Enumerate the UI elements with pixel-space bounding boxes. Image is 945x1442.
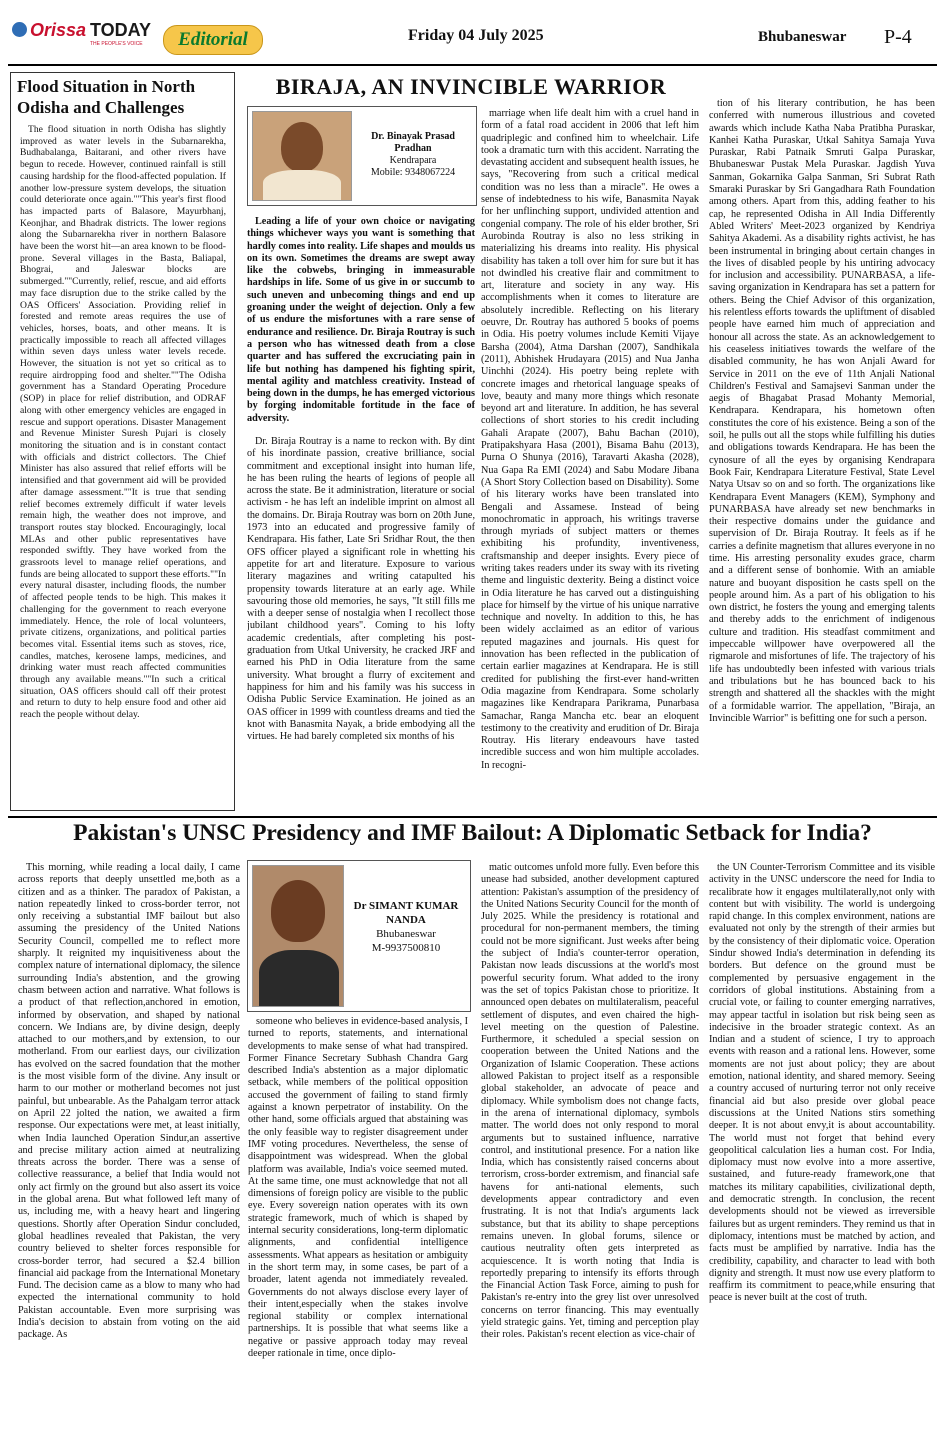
header-rule [8, 64, 937, 66]
masthead [12, 18, 162, 58]
biraja-author-box [247, 106, 477, 206]
biraja-col-3-text: tion of his literary contribution, he has been conferred with numerous illustrious and coveted awards which include Katha Naba Pratibha Puraskar, Kanhei Katha Puraskar, Utkal Sahitya Samaja Yuva Puraskar, Rabi Patnaik Smruti Galpa Puraskar, Bhubaneswar Pustak Mela Puraskar. Jagdish Yuva Sanman, Gokarnika Galpa Sanman, Sri Subrat Rath Smaraki Puraskar by Sri Gangadhara Rath Foundation among others. Apart from this, adding feather to his cap, he represented Odisha in All India Differently Abled Writers' Meet-2023 organized by Kendriya Sahitya Akademi. As a disability rights activist, he has been instrumental in bringing about certain changes in the lives of disabled people by his untiring advocacy for inclusion and accessibility. PUNARBASA, a life-saving organization in Kendrapara has set a pattern for others. Being the Chief Advisor of this organization, his relentless efforts towards the upliftment of disabled people have earned him much of appreciation and honour all across the state. As an acknowledgement to his ceaseless initiatives towards the welfare of the disabled community, he has won Anjali Award for Service in 2011 on the eve of 11th Anjali National Children's Festival and Samajsevi Sanman under the aegis of Bhagabat Prasad Mohanty Memorial, Kendrapara. Kendrapara, his hometown often constitutes the core of his existence. Being a son of the soil, he pulls out all the stops while fulfilling his duties and obligations towards Kendrapara. He has been the cynosure of all the eyes by organising Kendrapara Book Fair, Kendrapara Literature Festival, State Level Natya Utsav so on and so forth. The organizations like Kendrapara Event Managers (KEM), Symphony and PUNARBASA have already set new benchmarks in their respective domains under the guidance and supervision of Dr. Biraja Routray. It feels as if he carries a definite magnetism that allures everyone in no time. His arresting personality exudes grace, charm and a different sense of bonhomie. With an amiable nature and buoyant disposition he casts spell on the people around him. As a part of his obligation to his own district, he fosters the young and emerging talents and thereby adds to the enrichment of indigenous culture and tradition. His steadfast commitment and impeccable willpower have overpowered all the rigmarole and misfortunes of life. The trajectory of his life has undoubtedly been infested with various trials and tribulations but he has bounced back to his strength and shattered all the shackles with the might of a formidable warrior. The appellation, "Biraja, an Invincible Warrior" is befitting one for such a person. [709, 98, 935, 724]
biraja-col-1-text: Dr. Biraja Routray is a name to reckon with. By dint of his inordinate passion, creative brilliance, social commitment and exceptional insight into human life, he has been ruling the hearts of legions of people all across the state. Be it administration, literature or social activism - he has left an indelible imprint on almost all the domains. Dr. Biraja Routray was born on 20th June, 1973 into an educated and progressive family of Kendrapara. His father, Late Sri Sridhar Rout, the then OFS officer played a significant role in whetting his appetite for art and literature. Exposure to various literary magazines and writing catapulted his propensity towards literature at an early age. While savouring those old memories, he says, "It still fills me with a deeper sense of nostalgia when I recollect those jubilant childhood years". Coming to his lofty academic credentials, after completing his post-graduation from Utkal University, he cracked JRF and earned his PhD in Odia literature from the same university. What brought a flurry of excitement and happiness for him and his family was his success in Odisha Public Service Examination. He joined as an OAS officer in 1999 with countless dreams and tied the knot with Banasmita Nayak, a bride embodying all the virtues. He had barely completed six months of his [247, 436, 475, 743]
author-mobile: M-9937500810 [371, 942, 441, 954]
pakistan-col-1-text: This morning, while reading a local daily, I came across reports that deeply unsettled me,both as a citizen and as a thinker. The paradox of Pakistan, a nation repeatedly linked to cross-border terror, not only receiving a substantial IMF bailout but also assuming the presidency of the United Nations Security Council, compelled me to reflect more sharply. It reignited my inquisitiveness about the complex nature of international diplomacy, the silence surrounding India's abstention, and the growing chasm between action and narrative. What follows is a product of that reflection,anchored in emotion, informed by observation, and shaped by national concern. We Indians are, by divine design, deeply attached to our mothers,and by extension, to our motherland. From our earliest days, our civilization has evolved on the sacred foundation that the mother is the most visible form of the divine. Any insult or harm to our mother or motherland becomes not just painful, but unbearable. As the Pahalgam terror attack on April 22 jolted the nation, we awaited a firm response. Our expectations were met, at least initially, when India launched Operation Sindur,an assertive and precise military action aimed at neutralizing threats across the border. There was a sense of collective reassurance, a belief that India would not only act firmly on the ground but also assert its voice in the global arena. But what followed left many of us, including me, with a heavy heart and lingering questions. Shortly after Operation Sindur concluded, global headlines revealed that Pakistan, the very country believed to shelter forces responsible for cross-border terror, had secured a $2.4 billion financial aid package from the International Monetary Fund. The decision came as a blow to many who had expected the international community to hold Pakistan accountable. Even more surprising was India's decision to abstain from voting on the aid package. As [18, 862, 240, 1341]
flood-paragraph: The flood situation in north Odisha has slightly improved as water levels in the Subarnarekha, Budhabalanga, Baitarani, and other rivers have begun to recede. However, continued rainfall is still causing hardship for the flood-affected population. If another low-pressure system develops, the situation could deteriorate once again.""This year's first flood has impacted parts of Balasore, Mayurbhanj, Keonjhar, and Bhadrak districts. The lower regions along the Subarnarekha river in northern Balasore have been the worst hit—an area known to be flood-prone. Several villages in the Basta, Baliapal, Bhograi, and Jaleswar blocks are submerged.""Currently, relief, rescue, and aid efforts may face disruption due to the strike called by the OAS Officers' Association. Providing relief in forested and remote areas requires the use of vehicles, horses, boats, and other means. It is practically impossible to reach all affected villages within seven days unless water levels recede. However, the situation is not yet so critical as to require airdropping food and shelter.""The Odisha government has a Standard Operating Procedure (SOP) in place for relief distribution, and ODRAF along with other emergency vehicles are engaged in rescue and support operations. Disaster Management and Revenue Minister Suresh Pujari is closely monitoring the situation and is in constant contact with officials and district collectors. The Chief Minister has also assured that relief efforts will be intensified and that government aid will be provided after damage assessment.""It is true that sending relief becomes extremely difficult if water levels remain high, the weather does not improve, and transport routes stay blocked. Encouragingly, local MLAs and other public representatives have responded swiftly. They have worked from the grassroots level to manage relief operations, and funds are being allocated to support these efforts.""In every natural disaster, including floods, the number of affected people tends to be high. This makes it challenging for the government to reach everyone immediately. Hence, the role of local volunteers, private citizens, organizations, and political parties becomes vital. Essential items such as stoves, rice, candles, matches, kerosene lamps, medicines, and drinking water must reach affected communities through any available means.""In such a critical situation, OAS officers should call off their protest and return to duty to help ensure food and other aid reach the people without delay. [20, 124, 226, 721]
pakistan-title: Pakistan's UNSC Presidency and IMF Bailout: A Diplomatic Setback for India? [73, 820, 872, 846]
globe-icon [12, 22, 27, 37]
logo-tagline: THE PEOPLE'S VOICE [90, 41, 143, 47]
page-number: P-4 [884, 26, 912, 48]
pakistan-col-1 [18, 862, 240, 1420]
section-divider [8, 816, 937, 818]
author-photo [252, 111, 352, 201]
author-city: Bhubaneswar [376, 928, 436, 940]
author-mobile: Mobile: 9348067224 [370, 167, 456, 178]
biraja-intro [247, 216, 475, 430]
author-photo [252, 865, 344, 1007]
issue-city: Bhubaneswar [758, 29, 847, 45]
logo-today: TODAY [90, 20, 152, 40]
flood-title: Flood Situation in North Odisha and Challenges [17, 77, 196, 117]
author-face-icon [281, 122, 323, 172]
author-name: Dr. Binayak Prasad Pradhan [371, 131, 455, 154]
issue-date: Friday 04 July 2025 [408, 27, 544, 44]
pakistan-col-4-text: the UN Counter-Terrorism Committee and its visible activity in the UNSC underscore the need for India to recalibrate how it engages multilaterally,not only with content but with visibility. The world is undergoing rapid change. In this complex environment, nations are evaluated not only by the strength of their armies but by the consistency of their diplomatic voice. Operation Sindur showed India's determination in defending its borders. But defence on the ground must be complemented by persuasive engagement in the corridors of global institutions. Abstaining from a crucial vote, or failing to counter emerging narratives, may appear tactful in isolation but risk being seen as indecisive in the broader strategic context. As an Indian and a student of science, I try to approach events with reason and a rational lens. However, some moments are not just about policy; they are about emotion, national identity, and shared memory. Seeing a country accused of nurturing terror not only receive financial aid but also preside over global peace discussions at the United Nations stirs something deeper. It is not about envy,it is about accountability. The world must not forget that behind every geopolitical calculation lies a human cost. For India, diplomacy must now evolve into a more assertive, sustained, and future-ready framework,one that matches its military capabilities, civilizational depth, and democratic strength. In conclusion, the recent developments should not be viewed as irreversible failures but as urgent reminders. They remind us that in diplomacy, intentions must be matched by action, and facts must be amplified by narrative. India has the credibility, capability, and character to lead with both dignity and strength. It must now use every platform to reaffirm its commitment to peace,while ensuring that peace is never built at the cost of truth. [709, 862, 935, 1304]
biraja-col-1 [247, 436, 475, 804]
section-label: Editorial [178, 29, 248, 50]
logo-orissa: Orissa [30, 20, 87, 40]
author-shirt-icon [263, 170, 341, 201]
flood-body [20, 124, 226, 744]
biraja-title: BIRAJA, AN INVINCIBLE WARRIOR [275, 74, 667, 99]
biraja-col-2-text: marriage when life dealt him with a cruel hand in form of a fatal road accident in 2006 that left him quadriplegic and confined him to wheelchair. Life took a dramatic turn with this accident. Narrating the devastating accident and subsequent health issues, he says, "Recovering from such a critical medical condition was no less than a miracle". He owes a sense of indebtedness to his wife, Banasmita Nayak for her unflinching support, undivided attention and congenial company. The role of his elder brother, Sri Aurobinda Routray is also no less striking in materializing his dreams into reality. His physical disability has taken a toll over him for sure but it has not dwindled his creative flair and commitment to art, literature and society in any way. His accomplishments when it comes to literature are absolutely incredible. Reflecting on his literary oeuvre, Dr. Routray has authored 5 books of poems in Odia. His poetry volumes include Kemiti Vijaye Barsha (2004), Atma Darshan (2007), Sandhikala (2011), Abhishek Hrudayara (2015) and Nua Janha Uinchhi (2024). His poetry being replete with concrete images and rhetorical language speaks of love, beauty and many more things which resonate beyond art and literature. In addition, he has several collections of short stories to his credit including Gahali Arapate (2007), Bahu Bachan (2010), Pratipakshyara Hasa (2001), Bisama Bahu (2013), Purna O Shunya (2016), Taravarti Akasha (2028), Nua Gapa Ra EMI (2024) and Sabu Modare Jibana (A Short Story Collection based on Disability). Some of his literary works have been translated into Bengali and Assamese. Instead of being monochromatic in approach, his writings traverse through myriads of subject matters or themes exhibiting his profundity, inventiveness, craftsmanship and deeper insights. Every piece of writing takes readers under its sway with its riveting theme and linguistic dexterity. Being a distinct voice in Odia literature he has carved out a distinguishing place for himself by the virtue of his unique narrative technique and novelty. In addition to this, he has been widely acclaimed as an editor of various reputed magazines and journals. His quest for innovation has been reflected in the publication of certain earlier magazines at Kendrapara. He is still credited for publishing the first-ever hand-written Odia magazine from Kendrapara. Some scholarly magazines like Kendrapara Parikrama, Punarbasa Samachar, Ranga Mancha etc. bear an eloquent testimony to the creativity and erudition of Dr. Biraja Routray. His literary endeavours have tasted incredible success and won him multiple accolades. In recogni- [481, 108, 699, 771]
biraja-col-3 [709, 98, 935, 790]
biraja-intro-paragraph: Leading a life of your own choice or navigating things whichever ways you want is something that hardly comes into reality. Life shapes and moulds us on its own. Sometimes the dreams are swept away like the cobwebs, bringing in immeasurable hardships in life. Some of us give in or succumb to such uneven and unbecoming things and end up groaning under the weight of dejection. Only a few of us endure the misfortunes with a rare sense of endurance and resilience. Dr. Biraja Routray is such a person who has witnessed death from a close quarter and has suffered the excruciating pain in life but nothing has dampened his fighting spirit, mental agility and matchless creativity. Instead of being down in the dumps, he has emerged victorious by forging indomitable fortitude in the face of adversity. [247, 216, 475, 424]
pakistan-author-box [247, 860, 471, 1012]
pakistan-col-3-text: matic outcomes unfold more fully. Even before this unease had subsided, another development captured attention: Pakistan's assumption of the presidency of the United Nations Security Council for the month of July 2025. While the presidency is rotational and procedural for non-permanent members, the timing could not be more significant. Just weeks after being the subject of India's counter-terror operation, Pakistan now leads discussions at the world's most powerful security forum. What added to the irony was the set of topics Pakistan chose to prioritize. It announced open debates on multilateralism, peaceful settlement of disputes, and even chaired the high-level meeting on the question of Palestine. Furthermore, it scheduled a special session on cooperation between the United Nations and the Organization of Islamic Cooperation. These actions allowed Pakistan to project itself as a responsible global stakeholder, an advocate of peace and diplomacy. While symbolism does not change facts, in the arena of international diplomacy, symbols matter. The world does not only respond to moral arguments but to sustained influence, narrative control, and institutional presence. For a nation like India, which has consistently raised concerns about terrorism, cross-border extremism, and financial safe havens for anti-national elements, such developments appear contradictory and even frustrating. It is not that India's arguments lack substance, but that its ability to shape perceptions remains uneven. In global forums, silence or cautious neutrality often gets interpreted as acquiescence. It is worth noting that India is reportedly preparing to intensify its efforts through the Financial Action Task Force, aiming to push for Pakistan's re-entry into the grey list over unresolved concerns on terror financing. This may eventually yield strategic gains. Yet, timing and perception play their roles. Pakistan's recent election as vice-chair of [481, 862, 699, 1341]
pakistan-col-2-text: someone who believes in evidence-based analysis, I turned to reports, statements, and international developments to make sense of what had transpired. Former Finance Secretary Subhash Chandra Garg described India's abstention as a major diplomatic setback, while members of the political opposition accused the government of failing to stand firmly against a known perpetrator of instability. On the other hand, some officials argued that abstaining was the only feasible way to register disagreement under IMF voting procedures. Nevertheless, the sense of disappointment was widespread. When the global platform was available, India's voice seemed muted. At the same time, one must acknowledge that not all dimensions of foreign policy are visible to the public eye. Every sovereign nation operates with its own strategic framework, much of which is shaped by internal security considerations, long-term diplomatic alignments, and confidential intelligence assessments. What appears as hesitation or ambiguity in the short term may, in some cases, be part of a broader, latent agenda not immediately revealed. Governments do not always disclose every layer of their intent,especially when the stakes involve regional stability or complex international partnerships. It is possible that what seems like a negative or passive approach today may reveal deeper rationale in time, once diplo- [248, 1016, 468, 1360]
pakistan-col-2 [248, 1016, 468, 1420]
section-badge [163, 25, 263, 55]
pakistan-col-3 [481, 862, 699, 1420]
author-city: Kendrapara [389, 155, 437, 166]
author-name: Dr SIMANT KUMAR NANDA [353, 900, 459, 926]
author-shirt-icon [259, 950, 339, 1006]
author-face-icon [271, 880, 325, 942]
biraja-col-2 [481, 108, 699, 806]
pakistan-col-4 [709, 862, 935, 1420]
